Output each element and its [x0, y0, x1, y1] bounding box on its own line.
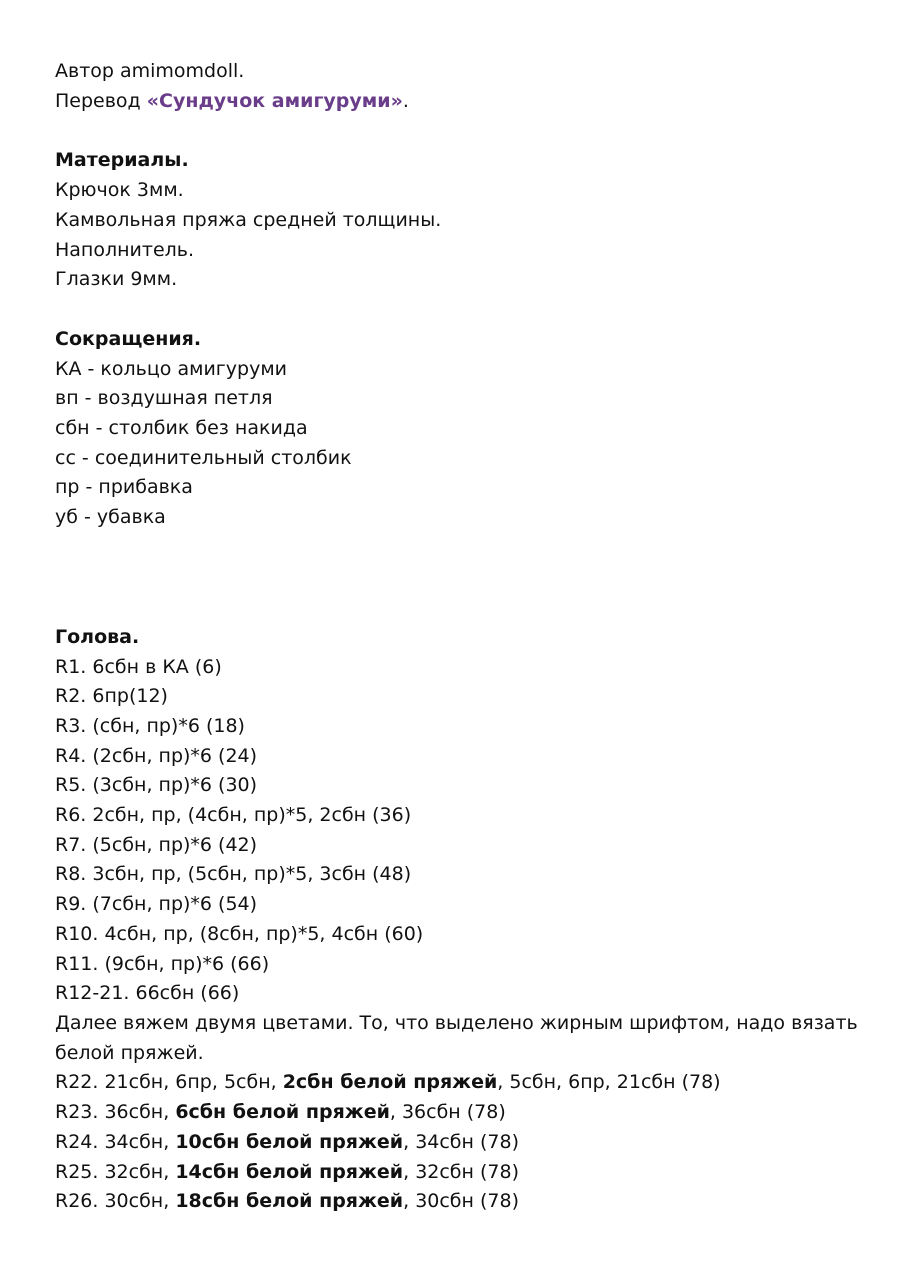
pattern-row: R4. (2сбн, пр)*6 (24): [55, 744, 258, 767]
pattern-row: R10. 4сбн, пр, (8сбн, пр)*5, 4сбн (60): [55, 922, 424, 945]
pattern-row: R3. (сбн, пр)*6 (18): [55, 714, 245, 737]
author-line: Автор amimomdoll.: [55, 60, 245, 82]
materials-item: Крючок 3мм.: [55, 179, 184, 202]
materials-heading: Материалы.: [55, 149, 189, 172]
white-yarn-text: 14сбн белой пряжей: [175, 1160, 404, 1183]
row-text: R26. 30сбн,: [55, 1190, 176, 1213]
abbreviation-item: КА - кольцо амигуруми: [55, 357, 287, 380]
white-yarn-text: 18сбн белой пряжей: [175, 1190, 404, 1213]
row-text: R25. 32сбн,: [55, 1160, 176, 1183]
white-yarn-text: 10сбн белой пряжей: [175, 1130, 404, 1153]
translation-prefix: Перевод: [55, 89, 147, 112]
pattern-row: R8. 3сбн, пр, (5сбн, пр)*5, 3сбн (48): [55, 863, 412, 886]
abbreviation-item: вп - воздушная петля: [55, 387, 273, 410]
abbreviations-heading: Сокращения.: [55, 327, 202, 350]
pattern-row-two-color: [55, 1068, 875, 1098]
row-text: , 34сбн (78): [403, 1130, 519, 1153]
row-text: R22. 21сбн, 6пр, 5сбн,: [55, 1071, 283, 1094]
head-heading: Голова.: [55, 625, 140, 648]
spacer: [55, 116, 875, 146]
spacer: [55, 295, 875, 325]
pattern-row-two-color: [55, 1158, 875, 1188]
pattern-row: R11. (9сбн, пр)*6 (66): [55, 952, 270, 975]
abbreviation-item: сс - соединительный столбик: [55, 446, 352, 469]
translation-suffix: .: [402, 89, 409, 112]
pattern-row: R7. (5сбн, пр)*6 (42): [55, 833, 258, 856]
row-text: , 30сбн (78): [403, 1190, 519, 1213]
materials-item: Глазки 9мм.: [55, 268, 178, 291]
row-text: , 32сбн (78): [403, 1160, 519, 1183]
translation-source-link: «Сундучок амигуруми»: [146, 89, 403, 112]
two-color-note: Далее вяжем двумя цветами. То, что выделено жирным шрифтом, надо вязать белой пряжей.: [55, 1011, 858, 1064]
document-page: [55, 57, 875, 1217]
pattern-row: R5. (3сбн, пр)*6 (30): [55, 774, 258, 797]
pattern-row: R6. 2сбн, пр, (4сбн, пр)*5, 2сбн (36): [55, 804, 412, 827]
translation-line: [55, 87, 875, 117]
white-yarn-text: 6сбн белой пряжей: [175, 1101, 390, 1124]
white-yarn-text: 2сбн белой пряжей: [282, 1071, 498, 1094]
spacer: [55, 533, 875, 623]
pattern-row-two-color: [55, 1128, 875, 1158]
materials-item: Камвольная пряжа средней толщины.: [55, 208, 442, 231]
abbreviation-item: пр - прибавка: [55, 476, 193, 499]
pattern-row-two-color: [55, 1187, 875, 1217]
abbreviation-item: сбн - столбик без накида: [55, 417, 308, 440]
pattern-row: R12-21. 66сбн (66): [55, 982, 240, 1005]
abbreviation-item: уб - убавка: [55, 506, 166, 529]
pattern-row: R9. (7сбн, пр)*6 (54): [55, 893, 258, 916]
row-text: R24. 34сбн,: [55, 1130, 176, 1153]
row-text: R23. 36сбн,: [55, 1101, 176, 1124]
pattern-row-two-color: [55, 1098, 875, 1128]
pattern-row: R2. 6пр(12): [55, 685, 168, 708]
materials-item: Наполнитель.: [55, 238, 195, 261]
row-text: , 5сбн, 6пр, 21сбн (78): [497, 1071, 721, 1094]
pattern-row: R1. 6сбн в КА (6): [55, 655, 222, 678]
row-text: , 36сбн (78): [389, 1101, 506, 1124]
